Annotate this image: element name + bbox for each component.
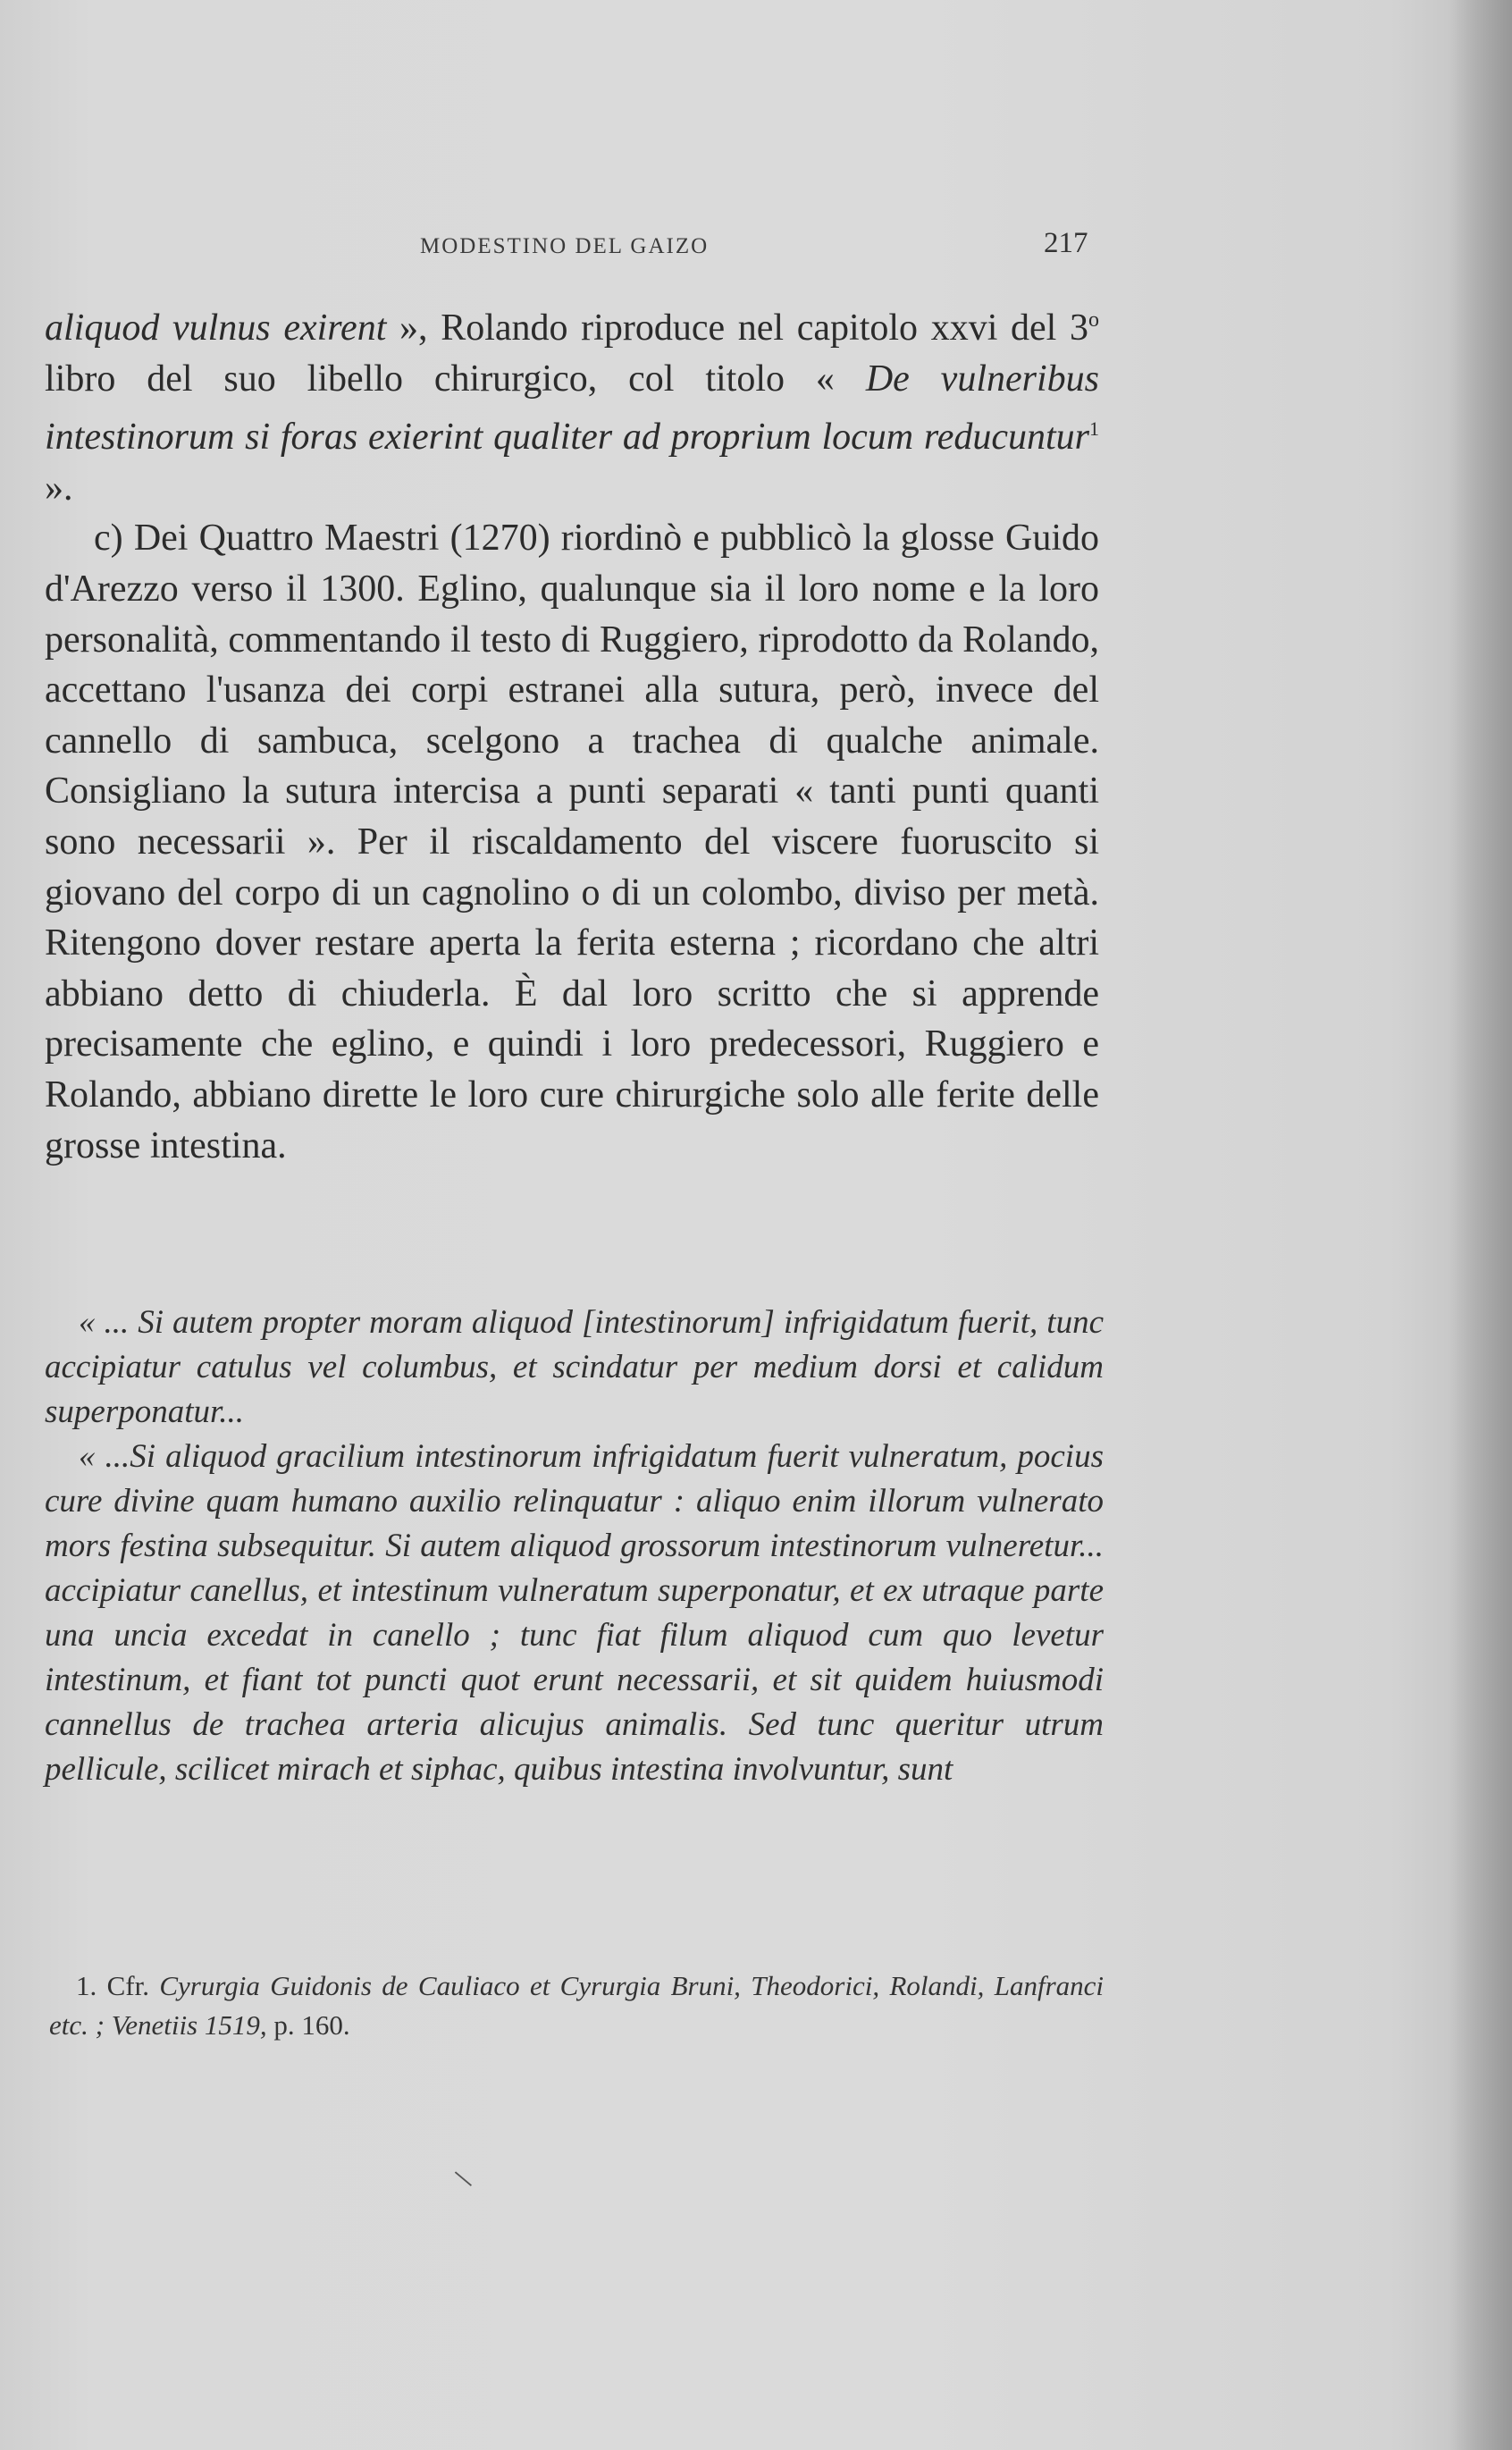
footnote-reference: 1 — [1089, 417, 1099, 441]
quotation-1: « ... Si autem propter moram aliquod [intestinorum] infrigidatum fuerit, tunc accipiatur catulus vel columbus, et scindatur per medium dorsi et calidum superponatur... — [45, 1304, 1104, 1430]
footnote-number: 1. — [76, 1970, 97, 2001]
quotation-2: « ...Si aliquod gracilium intestinorum infrigidatum fuerit vulneratum, pocius cure divine quam humano auxilio relinquatur : aliquo enim illorum vulnerato mors festina subsequitur. Si autem aliquod grossorum intestinorum vulneretur... accipiatur canellus, et intestinum vulneratum superponatur, et ex utraque parte una uncia excedat in canello ; tunc fiat filum aliquod cum quo levetur intestinum, et fiant tot puncti quot erunt necessarii, et sit quidem huiusmodi cannellus de trachea arteria alicujus animalis. Sed tunc queritur utrum pellicule, scilicet mirach et siphac, quibus intestina involvuntur, sunt — [45, 1438, 1104, 1788]
ordinal-suffix: o — [1088, 308, 1099, 332]
italic-phrase: aliquod vulnus exirent — [45, 307, 387, 349]
paragraph-continuation — [45, 295, 1099, 513]
footnote-cfr: Cfr. — [106, 1970, 149, 2001]
page-number: 217 — [1044, 227, 1088, 259]
footnote — [49, 1966, 1104, 2045]
latin-quotations — [45, 1301, 1104, 1792]
footnote-page-ref: p. 160. — [273, 2009, 350, 2041]
running-title: MODESTINO DEL GAIZO — [420, 234, 710, 258]
main-text — [45, 295, 1099, 1171]
paragraph-quattro-maestri: c) Dei Quattro Maestri (1270) riordinò e pubblicò la glosse Guido d'Arezzo verso il 1300. Eglino, qualunque sia il loro nome e la loro personalità, commentando il testo di Ruggiero, riprodotto da Rolando, accettano l'usanza dei corpi estranei alla sutura, però, invece del cannello di sambuca, scelgono a trachea di qualche animale. Consigliano la sutura intercisa a punti separati « tanti punti quanti sono necessarii ». Per il riscaldamento del viscere fuoruscito si giovano del corpo di un cagnolino o di un colombo, diviso per metà. Ritengono dover restare aperta la ferita esterna ; ricordano che altri abbiano detto di chiuderla. È dal loro scritto che si apprende precisamente che eglino, e quindi i loro predecessori, Ruggiero e Rolando, abbiano dirette le loro cure chirurgiche solo alle ferite delle grosse intestina. — [45, 518, 1099, 1166]
text-run: », Rolando riproduce nel capitolo xxvi del 3 — [386, 307, 1088, 349]
stray-pen-mark: — — [446, 2160, 482, 2196]
chapter-title: De vulneribus intestinorum si foras exierint qualiter ad proprium locum reducuntur — [45, 358, 1099, 459]
footnote-citation: Cyrurgia Guidonis de Cauliaco et Cyrurgia Bruni, Theodorici, Rolandi, Lanfranci etc. ; Venetiis 1519, — [49, 1970, 1105, 2041]
binding-shadow — [1449, 0, 1512, 2450]
text-run: libro del suo libello chirurgico, col titolo « — [45, 358, 866, 400]
text-run: ». — [45, 467, 73, 509]
